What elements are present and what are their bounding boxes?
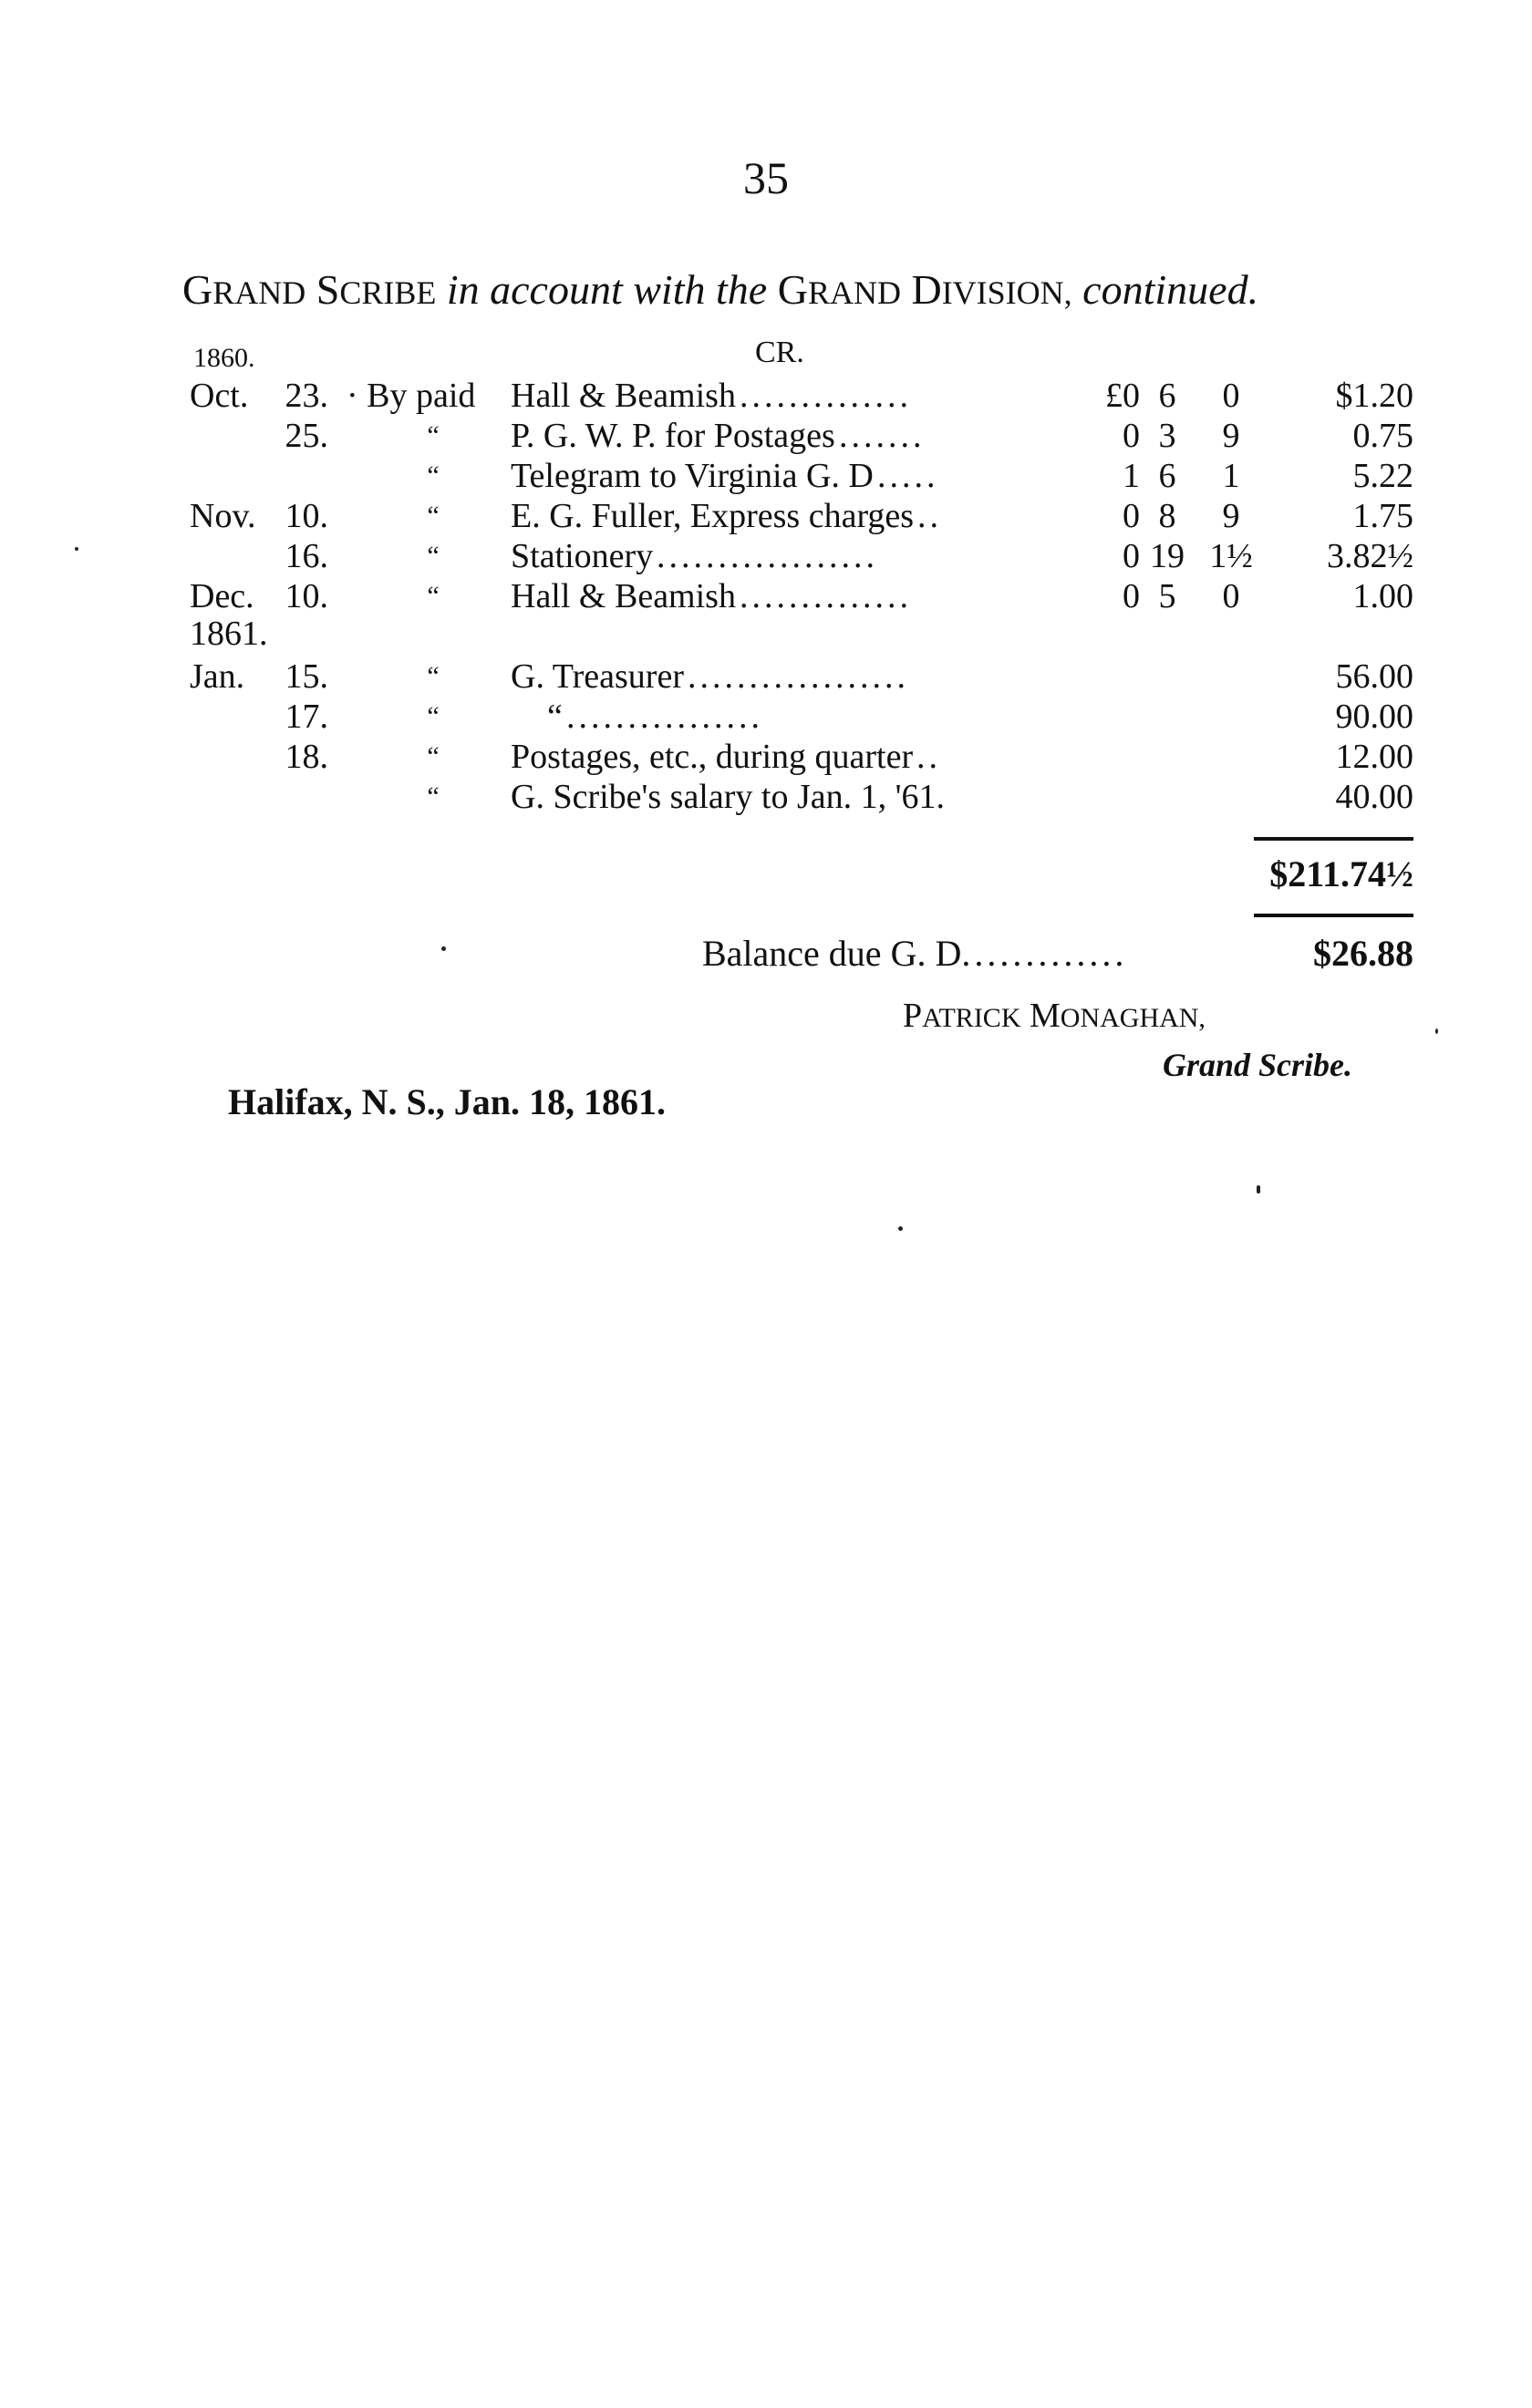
dot-leader: .. <box>916 738 941 776</box>
entry-day: 10. <box>285 497 328 535</box>
table-row <box>0 416 1532 456</box>
amount-pence: 9 <box>1222 497 1240 535</box>
heading-word-grand-initial: G <box>182 266 213 313</box>
amount-dollars: 40.00 <box>1335 778 1413 816</box>
entry-description: “ <box>547 698 563 736</box>
signature-last-rest: ONAGHAN, <box>1060 1003 1206 1033</box>
entry-description: G. Scribe's salary to Jan. 1, '61. <box>511 778 945 816</box>
print-speck <box>898 1226 903 1231</box>
print-speck <box>75 547 78 551</box>
entry-description: Hall & Beamish <box>511 577 736 615</box>
page-number: 35 <box>743 152 789 203</box>
heading-continued: continued. <box>1082 266 1259 313</box>
amount-dollars: 56.00 <box>1335 657 1413 696</box>
balance-leader: ............. <box>961 933 1128 974</box>
amount-dollars: 12.00 <box>1335 738 1413 776</box>
amount-dollars: 90.00 <box>1335 698 1413 736</box>
ledger-total: $211.74½ <box>1269 853 1413 894</box>
signature-title: Grand Scribe. <box>1163 1047 1353 1083</box>
amount-pounds: 0 <box>1123 537 1140 575</box>
print-speck <box>1435 1028 1438 1034</box>
ditto-mark: “ <box>427 741 440 771</box>
entry-month: Oct. <box>190 377 249 415</box>
ditto-mark: “ <box>427 781 440 811</box>
entry-description: G. Treasurer <box>511 657 684 696</box>
table-row <box>0 777 1532 817</box>
heading-word-scribe-rest: CRIBE <box>339 274 437 311</box>
amount-shillings: 3 <box>1158 417 1176 455</box>
signature-last-initial: M <box>1029 997 1061 1035</box>
entry-day: 18. <box>285 738 328 776</box>
amount-pence: 1½ <box>1209 537 1253 575</box>
dot-leader: ....... <box>839 417 926 455</box>
amount-dollars: 3.82½ <box>1327 537 1413 575</box>
balance-label-text: Balance due G. D <box>702 933 962 974</box>
table-row <box>0 496 1532 536</box>
dot-leader: .. <box>917 497 942 535</box>
amount-shillings: 19 <box>1150 537 1185 575</box>
entry-description: Stationery <box>511 537 654 575</box>
year-label-1860: 1860. <box>193 343 255 373</box>
heading-word-division-rest: IVISION, <box>941 274 1072 311</box>
table-row <box>0 737 1532 777</box>
credit-column-label: CR. <box>755 336 804 369</box>
entry-day: 17. <box>285 698 328 736</box>
balance-value: $26.88 <box>1313 933 1413 974</box>
table-row <box>0 456 1532 496</box>
amount-pence: 1 <box>1222 457 1240 495</box>
entry-day: 23. <box>285 377 328 415</box>
entry-prefix: · By paid <box>347 377 476 415</box>
entry-description: Hall & Beamish <box>511 377 736 415</box>
dot-leader: .............. <box>740 577 912 615</box>
amount-shillings: 6 <box>1158 377 1176 415</box>
ditto-mark: “ <box>427 581 440 611</box>
entry-day: 10. <box>285 577 328 615</box>
ditto-mark: “ <box>427 541 440 571</box>
amount-dollars: 1.00 <box>1352 577 1413 615</box>
section-heading <box>182 264 1423 315</box>
entry-description: E. G. Fuller, Express charges <box>511 497 915 535</box>
balance-rule <box>1254 914 1413 917</box>
print-speck <box>1257 1185 1260 1194</box>
entry-month: Nov. <box>190 497 256 535</box>
amount-dollars: $1.20 <box>1335 377 1413 415</box>
heading-word-grand2-rest: RAND <box>807 274 901 311</box>
amount-pence: 0 <box>1222 577 1240 615</box>
entry-description: Postages, etc., during quarter <box>511 738 914 776</box>
entry-month: Jan. <box>190 657 245 696</box>
dot-leader: .............. <box>740 377 912 415</box>
table-row <box>0 576 1532 616</box>
amount-shillings: 5 <box>1158 577 1176 615</box>
amount-pounds: 0 <box>1123 497 1140 535</box>
amount-pounds: 1 <box>1123 457 1140 495</box>
ditto-mark: “ <box>427 420 440 450</box>
amount-dollars: 5.22 <box>1352 457 1413 495</box>
dot-leader: ................ <box>566 698 763 736</box>
amount-shillings: 6 <box>1158 457 1176 495</box>
entry-month: Dec. <box>190 577 254 615</box>
signature-first-initial: P <box>903 997 923 1035</box>
heading-italic-phrase: in account with the <box>446 266 768 313</box>
amount-pounds: £0 <box>1105 377 1140 415</box>
table-row <box>0 697 1532 737</box>
dot-leader: .................. <box>688 657 909 696</box>
ditto-mark: “ <box>427 701 440 731</box>
signature-name <box>903 994 1206 1040</box>
table-row <box>0 656 1532 697</box>
dot-leader <box>948 777 1058 817</box>
ditto-mark: “ <box>427 460 440 491</box>
dot-leader: ..... <box>877 457 939 495</box>
heading-word-grand-rest: RAND <box>212 274 306 311</box>
place-and-date: Halifax, N. S., Jan. 18, 1861. <box>228 1081 667 1122</box>
heading-word-grand2-initial: G <box>777 266 808 313</box>
print-speck <box>441 946 446 951</box>
ditto-mark: “ <box>427 501 440 531</box>
entry-description: P. G. W. P. for Postages <box>511 417 835 455</box>
signature-first-rest: ATRICK <box>922 1003 1021 1033</box>
table-row <box>0 376 1532 416</box>
entry-day: 16. <box>285 537 328 575</box>
amount-pence: 0 <box>1222 377 1240 415</box>
heading-word-division-initial: D <box>911 266 942 313</box>
amount-dollars: 0.75 <box>1352 417 1413 455</box>
year-label-1861: 1861. <box>190 615 268 653</box>
amount-dollars: 1.75 <box>1352 497 1413 535</box>
entry-description: Telegram to Virginia G. D <box>511 457 874 495</box>
heading-word-scribe-initial: S <box>316 266 340 313</box>
amount-shillings: 8 <box>1158 497 1176 535</box>
entry-day: 15. <box>285 657 328 696</box>
amount-pounds: 0 <box>1123 417 1140 455</box>
dot-leader: .................. <box>657 537 878 575</box>
entry-day: 25. <box>285 417 328 455</box>
amount-pounds: 0 <box>1123 577 1140 615</box>
total-rule <box>1254 837 1413 841</box>
balance-label <box>702 932 1127 976</box>
amount-pence: 9 <box>1222 417 1240 455</box>
ditto-mark: “ <box>427 661 440 691</box>
table-row <box>0 536 1532 576</box>
